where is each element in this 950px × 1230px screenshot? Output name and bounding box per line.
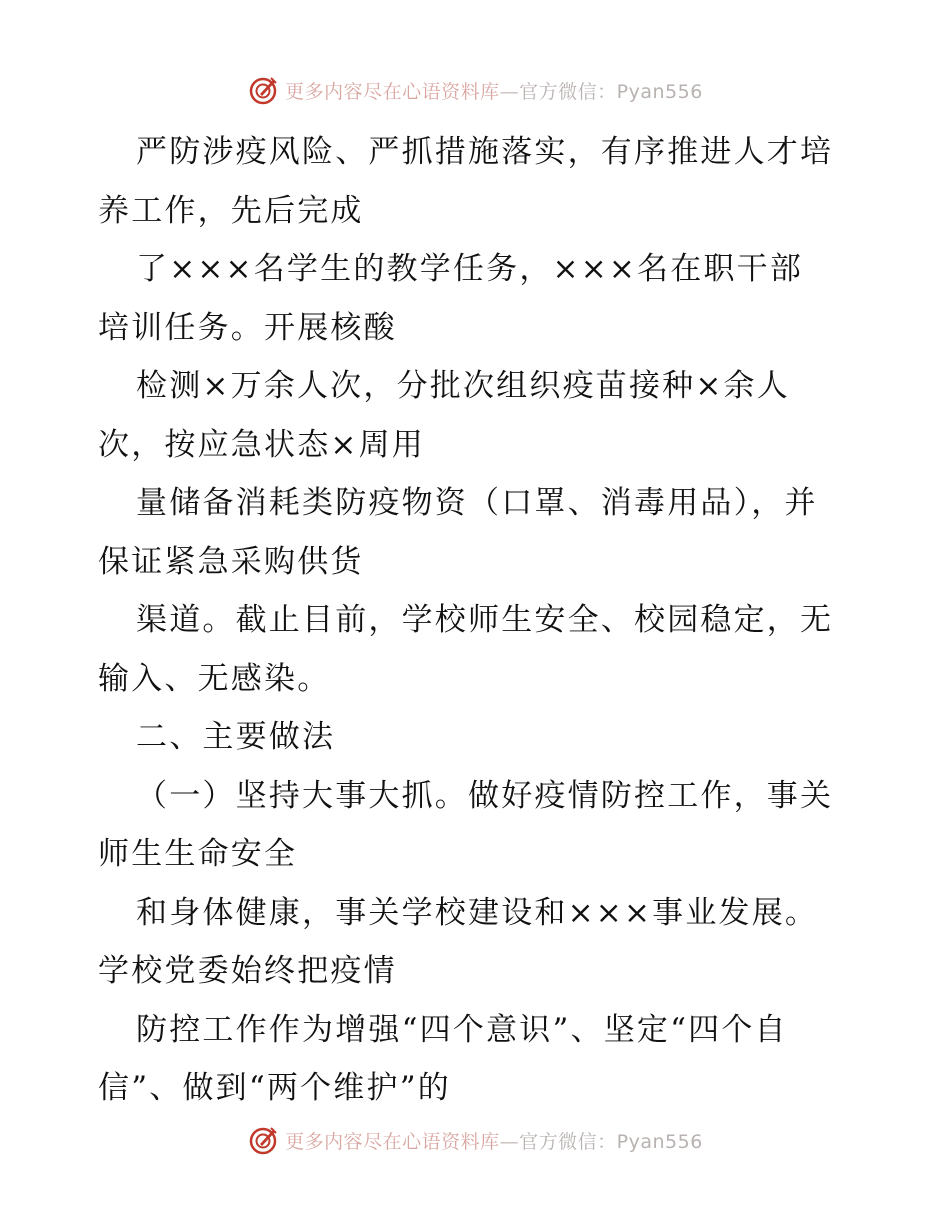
header-banner-text	[285, 77, 703, 104]
document-body	[98, 123, 858, 1118]
footer-banner-wechat: 官方微信：Pyan556	[519, 1130, 703, 1153]
footer-banner-text	[285, 1127, 703, 1154]
footer-banner-inner	[247, 1124, 703, 1156]
body-line: 防控工作作为增强“四个意识”、坚定“四个自	[136, 1011, 788, 1048]
body-line: 渠道。截止目前，学校师生安全、校园稳定，无	[136, 602, 834, 638]
body-line: 了×××名学生的教学任务，×××名在职干部	[136, 251, 804, 287]
header-banner-separator: —	[499, 80, 520, 103]
body-line: 次，按应急状态×周用	[98, 426, 425, 463]
section-heading: 二、主要做法	[136, 719, 336, 755]
brand-logo-icon	[247, 1124, 279, 1156]
body-line: 养工作，先后完成	[98, 192, 364, 229]
body-line: 量储备消耗类防疫物资（口罩、消毒用品），并	[136, 485, 818, 521]
footer-banner-main: 更多内容尽在心语资料库	[285, 1130, 500, 1153]
body-line: 检测×万余人次，分批次组织疫苗接种×余人	[136, 368, 790, 404]
footer-watermark-banner	[0, 1120, 950, 1160]
header-watermark-banner	[0, 70, 950, 110]
header-banner-main: 更多内容尽在心语资料库	[285, 80, 500, 103]
body-line: 学校党委始终把疫情	[98, 953, 397, 989]
body-line: 信”、做到“两个维护”的	[98, 1070, 451, 1106]
header-banner-wechat: 官方微信：Pyan556	[519, 80, 703, 103]
body-line: 培训任务。开展核酸	[98, 309, 397, 346]
header-banner-inner	[247, 74, 703, 106]
body-line: 和身体健康，事关学校建设和×××事业发展。	[136, 894, 819, 931]
subsection-heading-line: （一）坚持大事大抓。做好疫情防控工作，事关	[136, 777, 834, 814]
body-line: 输入、无感染。	[98, 660, 331, 697]
body-line: 师生生命安全	[98, 836, 298, 872]
brand-logo-icon	[247, 74, 279, 106]
footer-banner-separator: —	[499, 1130, 520, 1153]
body-line: 保证紧急采购供货	[98, 543, 364, 580]
body-line: 严防涉疫风险、严抓措施落实，有序推进人才培	[136, 134, 834, 170]
